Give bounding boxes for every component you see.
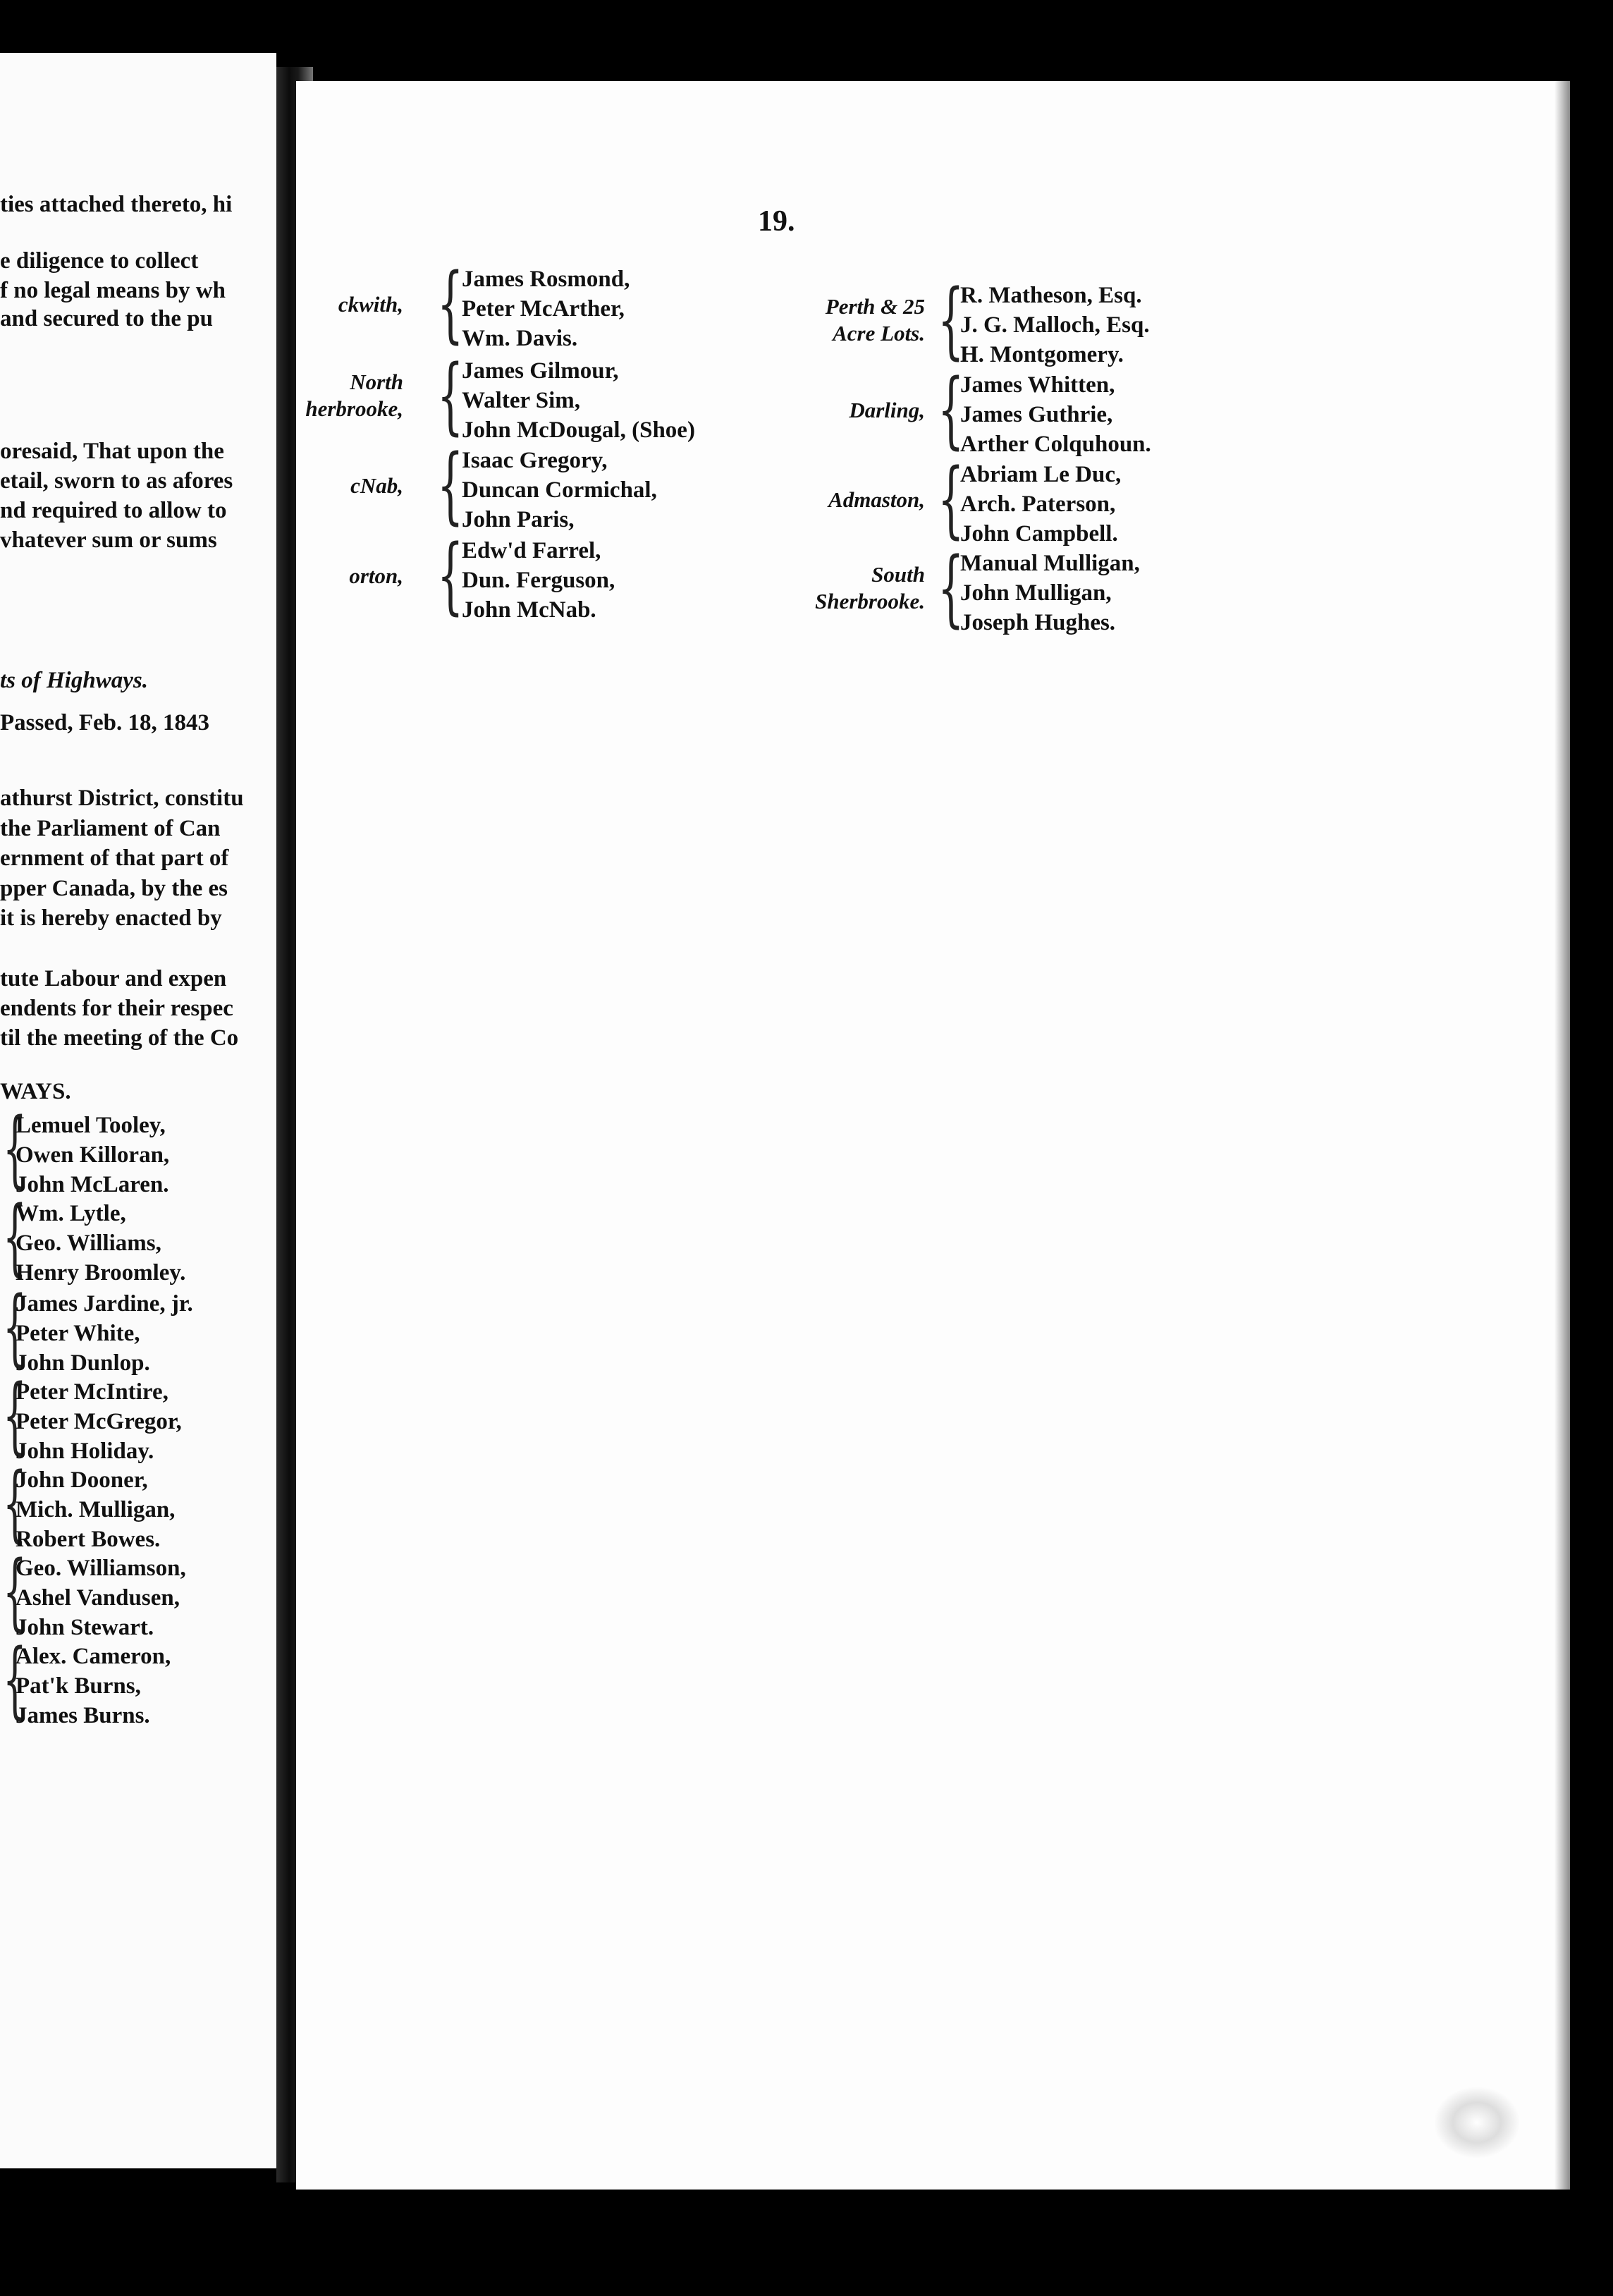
person-name: J. G. Malloch, Esq.	[960, 312, 1150, 338]
person-name: R. Matheson, Esq.	[960, 283, 1142, 308]
district-name	[349, 563, 403, 590]
brace-mark: {	[3, 1366, 27, 1463]
brace-mark: {	[3, 1630, 27, 1728]
district-name	[828, 487, 925, 513]
person-name: John Campbell.	[960, 521, 1118, 546]
left-page-line: pper Canada, by the es	[0, 876, 228, 901]
person-name: Joseph Hughes.	[960, 610, 1116, 635]
person-name: James Burns.	[16, 1703, 150, 1728]
pathmaster-names	[960, 460, 1121, 549]
person-name: Alex. Cameron,	[16, 1644, 171, 1669]
person-name: Isaac Gregory,	[462, 448, 608, 473]
district-name-line: North	[350, 370, 403, 394]
person-name: Mich. Mulligan,	[16, 1497, 176, 1522]
person-name: Manual Mulligan,	[960, 551, 1140, 576]
page-edge-shadow	[1554, 81, 1570, 2190]
district-name	[849, 397, 925, 424]
left-page-line: ts of Highways.	[0, 668, 148, 693]
brace-mark: {	[3, 1542, 27, 1639]
left-page-line: f no legal means by wh	[0, 278, 226, 303]
district-name	[305, 369, 403, 422]
district-name	[338, 291, 403, 318]
left-page-line: Passed, Feb. 18, 1843	[0, 710, 209, 735]
person-name: John McNab.	[462, 597, 596, 623]
left-page-line: endents for their respec	[0, 996, 233, 1021]
name-group	[16, 1553, 186, 1642]
district-name-line: cNab,	[350, 473, 403, 498]
district-name-line: herbrooke,	[305, 396, 403, 421]
pathmaster-names	[960, 281, 1150, 370]
person-name: Geo. Williamson,	[16, 1556, 186, 1581]
pathmaster-names	[462, 536, 615, 625]
person-name: John Dunlop.	[16, 1350, 150, 1376]
person-name: Arther Colquhoun.	[960, 432, 1151, 457]
person-name: James Gilmour,	[462, 358, 619, 384]
person-name: James Rosmond,	[462, 267, 630, 292]
person-name: Owen Killoran,	[16, 1142, 170, 1168]
person-name: Lemuel Tooley,	[16, 1113, 166, 1138]
district-name-line: Acre Lots.	[833, 321, 925, 346]
district-name-line: ckwith,	[338, 292, 403, 317]
district-name-line: Perth & 25	[825, 294, 925, 319]
left-page-line: WAYS.	[0, 1079, 71, 1104]
brace-mark: {	[938, 360, 964, 458]
person-name: John Paris,	[462, 507, 575, 532]
left-page-line: oresaid, That upon the	[0, 439, 224, 464]
brace-mark: {	[437, 346, 464, 444]
district-name-line: Sherbrooke.	[815, 589, 925, 613]
person-name: Dun. Ferguson,	[462, 568, 615, 593]
brace-mark: {	[3, 1278, 27, 1375]
brace-mark: {	[437, 255, 464, 352]
district-name-line: South	[871, 562, 925, 587]
scan-glare	[1435, 2087, 1519, 2158]
district-name-line: Darling,	[849, 398, 925, 422]
brace-mark: {	[437, 526, 464, 623]
person-name: Henry Broomley.	[16, 1260, 186, 1286]
person-name: James Guthrie,	[960, 402, 1113, 427]
brace-mark: {	[938, 271, 964, 368]
person-name: Duncan Cormichal,	[462, 477, 657, 503]
person-name: Arch. Paterson,	[960, 491, 1116, 517]
left-page-line: nd required to allow to	[0, 498, 227, 523]
left-page-line: ties attached thereto, hi	[0, 192, 233, 217]
person-name: Abriam Le Duc,	[960, 462, 1122, 487]
name-group	[16, 1199, 185, 1288]
person-name: Edw'd Farrel,	[462, 538, 601, 563]
person-name: Pat'k Burns,	[16, 1673, 141, 1699]
brace-mark: {	[3, 1454, 27, 1551]
person-name: John Holiday.	[16, 1439, 154, 1464]
person-name: Geo. Williams,	[16, 1231, 161, 1256]
left-page	[0, 53, 276, 2168]
person-name: John Stewart.	[16, 1615, 154, 1640]
brace-mark: {	[3, 1099, 27, 1197]
name-group	[16, 1111, 169, 1199]
left-page-line: e diligence to collect	[0, 248, 199, 274]
person-name: John McDougal, (Shoe)	[462, 417, 695, 443]
person-name: Peter White,	[16, 1321, 140, 1346]
left-page-line: etail, sworn to as afores	[0, 468, 233, 494]
pathmaster-names	[960, 370, 1151, 459]
person-name: H. Montgomery.	[960, 342, 1124, 367]
page-number: 19.	[758, 205, 795, 238]
person-name: Walter Sim,	[462, 388, 581, 413]
name-group	[16, 1377, 182, 1466]
district-name-line: orton,	[349, 563, 403, 588]
name-group	[16, 1465, 175, 1554]
district-name	[815, 561, 925, 615]
person-name: John Mulligan,	[960, 580, 1112, 606]
pathmaster-names	[462, 264, 630, 353]
person-name: James Whitten,	[960, 372, 1115, 398]
person-name: Wm. Lytle,	[16, 1201, 126, 1226]
left-page-line: athurst District, constitu	[0, 786, 244, 811]
person-name: Wm. Davis.	[462, 326, 578, 351]
district-name	[350, 472, 403, 499]
name-group	[16, 1642, 171, 1730]
left-page-line: the Parliament of Can	[0, 816, 221, 841]
person-name: Peter McArther,	[462, 296, 625, 322]
brace-mark: {	[3, 1187, 27, 1285]
left-page-line: it is hereby enacted by	[0, 905, 222, 931]
pathmaster-names	[960, 549, 1140, 637]
brace-mark: {	[437, 436, 464, 533]
district-name	[826, 293, 925, 347]
brace-mark: {	[938, 539, 964, 636]
left-page-line: vhatever sum or sums	[0, 527, 217, 553]
person-name: Robert Bowes.	[16, 1527, 161, 1552]
brace-mark: {	[938, 450, 964, 547]
person-name: Peter McGregor,	[16, 1409, 182, 1434]
person-name: Peter McIntire,	[16, 1379, 168, 1405]
left-page-line: til the meeting of the Co	[0, 1025, 239, 1051]
left-page-line: ernment of that part of	[0, 845, 229, 871]
pathmaster-names	[462, 356, 695, 445]
person-name: Ashel Vandusen,	[16, 1585, 180, 1611]
left-page-line: and secured to the pu	[0, 306, 213, 331]
person-name: John Dooner,	[16, 1467, 148, 1493]
left-page-line: tute Labour and expen	[0, 966, 227, 991]
person-name: James Jardine, jr.	[16, 1291, 193, 1317]
district-name-line: Admaston,	[828, 487, 925, 512]
name-group	[16, 1289, 193, 1378]
person-name: John McLaren.	[16, 1172, 169, 1197]
pathmaster-names	[462, 446, 657, 535]
